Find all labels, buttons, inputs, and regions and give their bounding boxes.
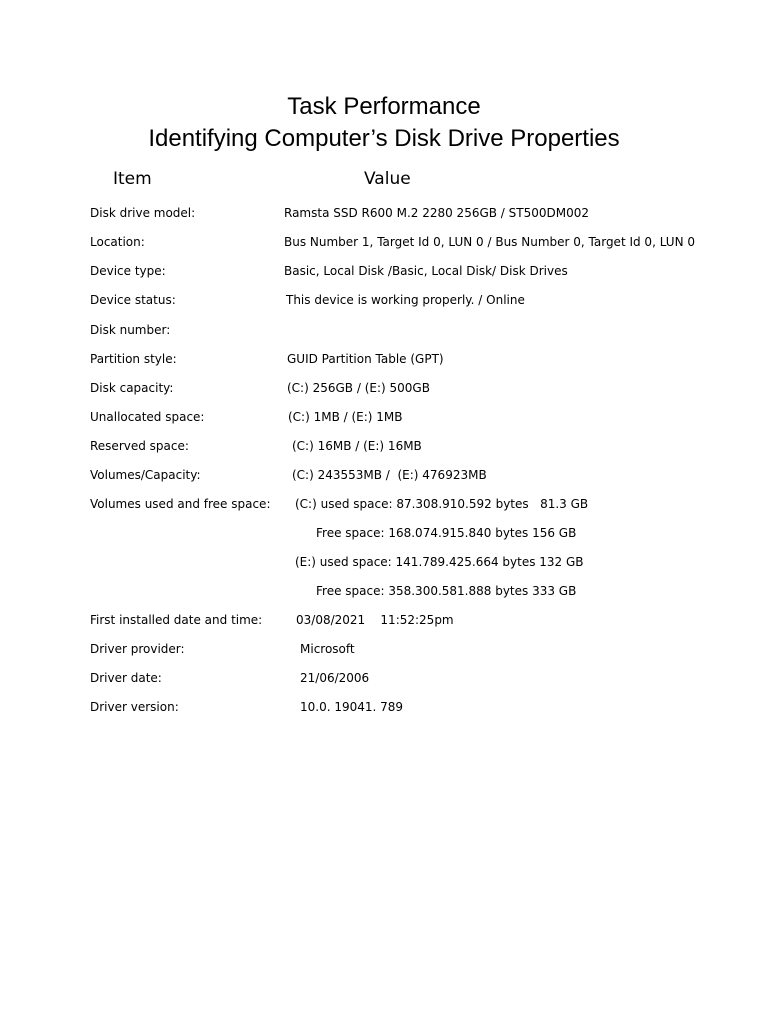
row-value: Free space: 168.074.915.840 bytes 156 GB bbox=[316, 526, 577, 540]
row-value: Free space: 358.300.581.888 bytes 333 GB bbox=[316, 584, 577, 598]
row-label: Device type: bbox=[90, 264, 166, 278]
row-value: (C:) 16MB / (E:) 16MB bbox=[292, 439, 422, 453]
row-label: Driver version: bbox=[90, 700, 179, 714]
row-label: Driver provider: bbox=[90, 642, 185, 656]
table-row bbox=[0, 407, 768, 427]
table-row bbox=[0, 697, 768, 717]
row-value: Basic, Local Disk /Basic, Local Disk/ Disk Drives bbox=[284, 264, 568, 278]
row-label: Location: bbox=[90, 235, 145, 249]
row-label: Driver date: bbox=[90, 671, 162, 685]
row-label: Reserved space: bbox=[90, 439, 189, 453]
document-title: Task Performance bbox=[287, 93, 481, 120]
table-row bbox=[0, 203, 768, 223]
table-row bbox=[0, 581, 768, 601]
table-row bbox=[0, 436, 768, 456]
document-subtitle: Identifying Computer’s Disk Drive Properties bbox=[148, 125, 620, 152]
row-value: This device is working properly. / Online bbox=[286, 293, 525, 307]
table-row bbox=[0, 320, 768, 340]
row-label: Disk number: bbox=[90, 323, 171, 337]
column-header-value: Value bbox=[364, 169, 411, 189]
row-label: Partition style: bbox=[90, 352, 177, 366]
row-label: Volumes/Capacity: bbox=[90, 468, 201, 482]
table-row bbox=[0, 378, 768, 398]
row-label: First installed date and time: bbox=[90, 613, 263, 627]
table-row bbox=[0, 639, 768, 659]
row-label: Volumes used and free space: bbox=[90, 497, 271, 511]
table-row bbox=[0, 232, 768, 252]
row-label: Device status: bbox=[90, 293, 176, 307]
table-row bbox=[0, 290, 768, 310]
table-row bbox=[0, 668, 768, 688]
row-label: Disk capacity: bbox=[90, 381, 174, 395]
table-row bbox=[0, 349, 768, 369]
table-row bbox=[0, 494, 768, 514]
row-value: Bus Number 1, Target Id 0, LUN 0 / Bus Number 0, Target Id 0, LUN 0 bbox=[284, 235, 695, 249]
row-value: Ramsta SSD R600 M.2 2280 256GB / ST500DM002 bbox=[284, 206, 590, 220]
column-header-item: Item bbox=[113, 169, 152, 189]
row-value: (C:) 256GB / (E:) 500GB bbox=[287, 381, 430, 395]
row-value: (C:) used space: 87.308.910.592 bytes 81.3 GB bbox=[295, 497, 589, 511]
row-value: Microsoft bbox=[300, 642, 355, 656]
table-row bbox=[0, 465, 768, 485]
row-value: (C:) 243553MB / (E:) 476923MB bbox=[292, 468, 487, 482]
table-row bbox=[0, 523, 768, 543]
row-value: GUID Partition Table (GPT) bbox=[287, 352, 444, 366]
row-value: 21/06/2006 bbox=[300, 671, 370, 685]
table-row bbox=[0, 610, 768, 630]
row-value: 03/08/2021 11:52:25pm bbox=[296, 613, 454, 627]
row-label: Unallocated space: bbox=[90, 410, 205, 424]
table-row bbox=[0, 261, 768, 281]
row-value: (C:) 1MB / (E:) 1MB bbox=[288, 410, 403, 424]
table-row bbox=[0, 552, 768, 572]
row-value: (E:) used space: 141.789.425.664 bytes 132 GB bbox=[295, 555, 584, 569]
row-value: 10.0. 19041. 789 bbox=[300, 700, 404, 714]
row-label: Disk drive model: bbox=[90, 206, 196, 220]
